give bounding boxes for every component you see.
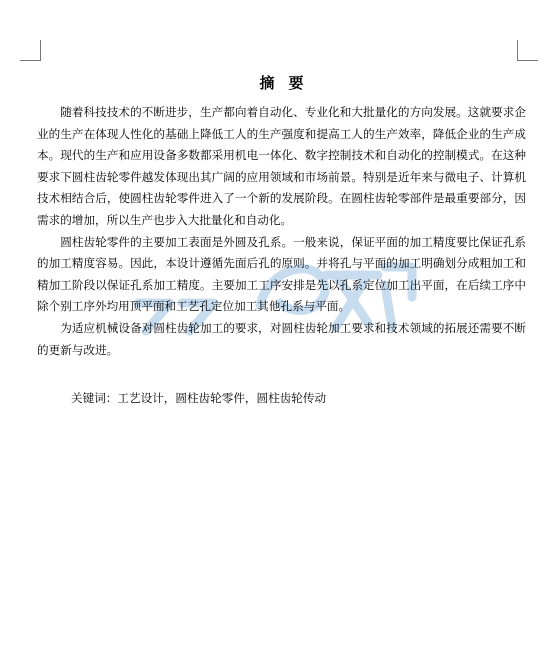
abstract-paragraph-1: 随着科技技术的不断进步，生产都向着自动化、专业化和大批量化的方向发展。这就要求企业的生产在体现人性化的基础上降低工人的生产强度和提高工人的生产效率，降低企业的生产成本。现代的生产和应用设备多数都采用机电一体化、数字控制技术和自动化的控制模式。在这种要求下圆柱齿轮零件越发体现出其广阔的应用领域和市场前景。特别是近年来与微电子、计算机技术相结合后，使圆柱齿轮零件进入了一个新的发展阶段。在圆柱齿轮零部件是最重要部分，因需求的增加，所以生产也步入大批量化和自动化。 [37,105,526,227]
crop-mark-top-left [20,40,41,61]
keywords-text: 工艺设计，圆柱齿轮零件，圆柱齿轮传动 [117,391,327,406]
crop-mark-top-right [517,40,538,61]
abstract-paragraph-3: 为适应机械设备对圆柱齿轮加工的要求，对圆柱齿轮加工要求和技术领域的拓展还需要不断的更新与改进。 [37,320,526,357]
keywords-line [37,388,526,408]
abstract-title: 摘要 [259,74,318,92]
abstract-paragraph-2: 圆柱齿轮零件的主要加工表面是外圆及孔系。一般来说，保证平面的加工精度要比保证孔系的加工精度容易。因此，本设计遵循先面后孔的原则。并将孔与平面的加工明确划分成粗加工和精加工阶段以保证孔系加工精度。主要加工工序安排是先以孔系定位加工出平面，在后续工序中除个别工序外均用顶平面和工艺孔定位加工其他孔系与平面。 [37,234,526,314]
document-page [37,72,526,408]
keywords-label: 关键词： [71,391,118,406]
